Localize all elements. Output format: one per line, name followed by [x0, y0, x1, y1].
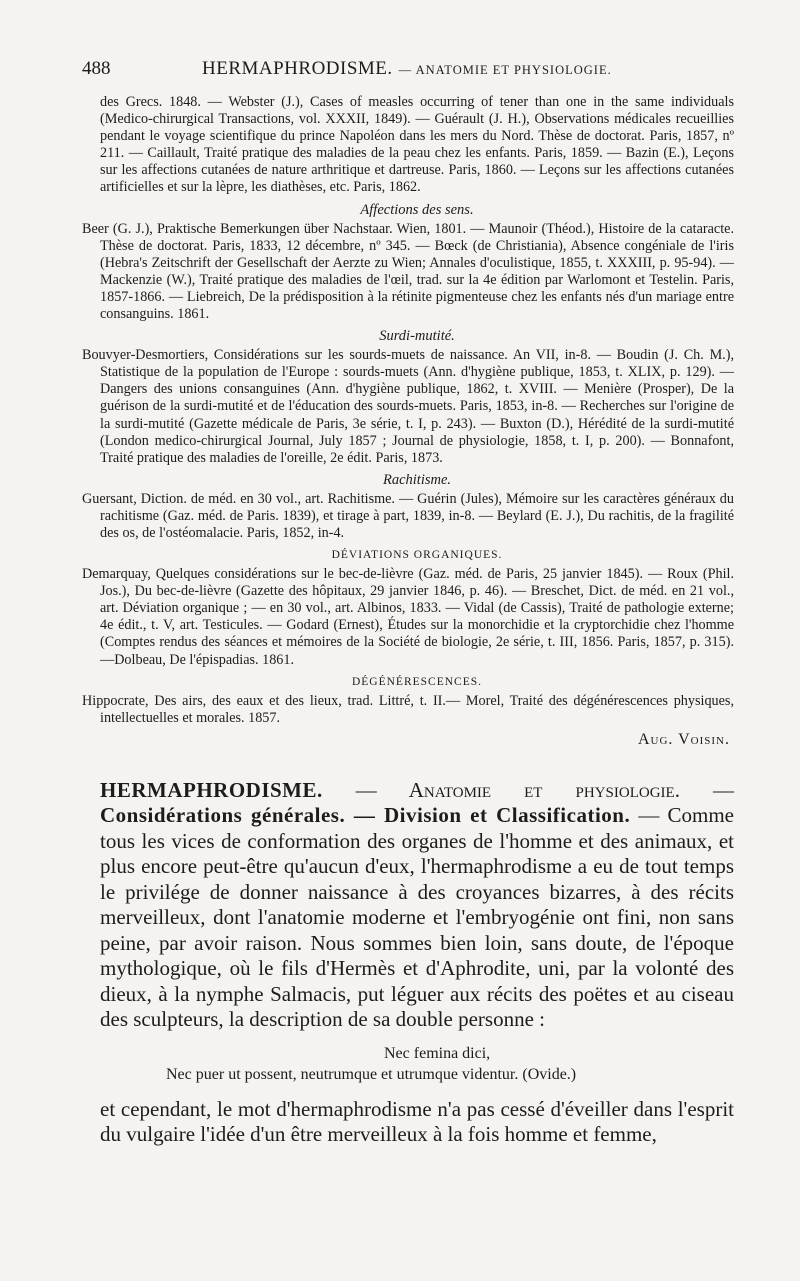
section-title-rachitisme: Rachitisme. [382, 471, 452, 488]
verse-line-1: Nec femina dici, [384, 1044, 491, 1062]
article-paragraph-2: et cependant, le mot d'hermaphrodisme n'a pas cessé d'éveiller dans l'esprit du vulgaire l'idée d'un être merveilleux à la fois homme et femme, [100, 1096, 734, 1147]
article-lead-subtitle: — Anatomie et physiologie. — [322, 777, 734, 802]
section-text-affections: Beer (G. J.), Praktische Bemerkungen über Nachstaar. Wien, 1801. — Maunoir (Théod.), Histoire de la cataracte. Thèse de doctorat. Paris, 1833, 12 décembre, nº 345. — Bœck (de Christiania), Absence congéniale de l'iris (Hebra's Zeitschrift der Gesellschaft der Aerzte zu Wien; Annales d'oculistique, 1855, t. XXXIII, p. 95-94). — Mackenzie (W.), Traité pratique des maladies de l'œil, trad. sur la 4e édition par Warlomont et Testelin. Paris, 1857-1866. — Liebreich, De la prédisposition à la rétinite pigmenteuse chez les enfants nés d'un mariage entre consanguins. 1861. [82, 220, 734, 323]
section-title-affections: Affections des sens. [360, 201, 474, 218]
section-title-degenerescences: DÉGÉNÉRESCENCES. [351, 675, 483, 688]
article [82, 778, 734, 1148]
section-text-degenerescences: Hippocrate, Des airs, des eaux et des lieux, trad. Littré, t. II.— Morel, Traité des dégénérescences physiques, intellectuelles et morales. 1857. [82, 692, 734, 726]
running-header [82, 58, 734, 94]
section-title-deviations: DÉVIATIONS ORGANIQUES. [331, 549, 503, 562]
article-lead-title: HERMAPHRODISME. [100, 777, 323, 802]
verse-line-2: Nec puer ut possent, neutrumque et utrumque videntur. (Ovide.) [166, 1065, 577, 1083]
running-subtitle: — ANATOMIE ET PHYSIOLOGIE. [398, 63, 612, 77]
bibliography [82, 94, 734, 748]
author-signature: Aug. Voisin. [637, 730, 730, 748]
running-title: HERMAPHRODISME. [202, 58, 393, 79]
bibliography-intro: des Grecs. 1848. — Webster (J.), Cases of measles occurring of tener than one in the same individuals (Medico-chirurgical Transactions, vol. XXXII, 1849). — Guérault (J. H.), Observations médicales recueillies pendant le voyage scientifique du prince Napoléon dans les mers du Nord. Thèse de doctorat. Paris, 1857, nº 211. — Caillault, Traité pratique des maladies de la peau chez les enfants. Paris, 1859. — Bazin (E.), Leçons sur les affections cutanées de nature arthritique et dartreuse. Paris, 1860. — Leçons sur les affections cutanées artificielles et sur la lèpre, les diathèses, etc. Paris, 1862. [100, 94, 734, 196]
page [82, 58, 734, 1148]
section-text-deviations: Demarquay, Quelques considérations sur le bec-de-lièvre (Gaz. méd. de Paris, 25 janvier 1845). — Roux (Phil. Jos.), Du bec-de-lièvre (Gazette des hôpitaux, 29 janvier 1846, p. 46). — Breschet, Dict. de méd. en 21 vol., art. Déviation organique ; — en 30 vol., art. Albinos, 1833. — Vidal (de Cassis), Traité de pathologie externe; 4e édit., t. V, art. Testicules. — Godard (Ernest), Études sur la monorchidie et la cryptorchidie chez l'homme (Comptes rendus des séances et mémoires de la Société de biologie, 2e série, t. III, 1856. Paris, 1857, p. 315). —Dolbeau, De l'épispadias. 1861. [82, 566, 734, 668]
article-paragraph-1 [100, 778, 734, 1033]
section-text-rachitisme: Guersant, Diction. de méd. en 30 vol., art. Rachitisme. — Guérin (Jules), Mémoire sur les caractères généraux du rachitisme (Gaz. méd. de Paris. 1839), et tirage à part, 1839, in-8. — Beylard (E. J.), Du rachitis, de la fragilité des os, de l'ostéomalacie. Paris, 1852, in-4. [82, 490, 734, 541]
article-paragraph-1-text: — Comme tous les vices de conformation des organes de l'homme et des animaux, et plus encore peut-être qu'aucun d'eux, l'hermaphrodisme a eu de tout temps le privilége de donner naissance à des croyances bizarres, à des récits merveilleux, dont l'anatomie moderne et l'embryogénie ont fini, non sans peine, par avoir raison. Nous sommes bien loin, sans doute, de l'époque mythologique, où le fils d'Hermès et d'Aphrodite, uni, par la volonté des dieux, à la nymphe Salmacis, put léguer aux récits des poëtes et au ciseau des sculpteurs, la description de sa double personne : [100, 803, 735, 1032]
article-lead-bold: Considérations générales. — Division et Classification. [100, 803, 631, 828]
verse-quote [100, 1043, 734, 1085]
section-text-surdi-mutite: Bouvyer-Desmortiers, Considérations sur les sourds-muets de naissance. An VII, in-8. — Boudin (J. Ch. M.), Statistique de la population de l'Europe : sourds-muets (Ann. d'hygiène publique, 1853, t. XLIX, p. 129). — Dangers des unions consanguines (Ann. d'hygiène publique, 1862, t. XVIII. — Menière (Prosper), De la guérison de la surdi-mutité et de l'éducation des sourds-muets. Paris, 1853, in-8. — Recherches sur l'origine de la surdi-mutité (Gazette médicale de Paris, 3e série, t. I, p. 243). — Buxton (D.), Hérédité de la surdi-mutité (London medico-chirurgical Journal, July 1857 ; Journal de physiologie, 1858, t. I, p. 200). — Bonnafont, Traité pratique des maladies de l'oreille, 2e édit. Paris, 1873. [82, 347, 734, 466]
page-number: 488 [82, 58, 111, 79]
section-title-surdi-mutite: Surdi-mutité. [379, 328, 455, 345]
